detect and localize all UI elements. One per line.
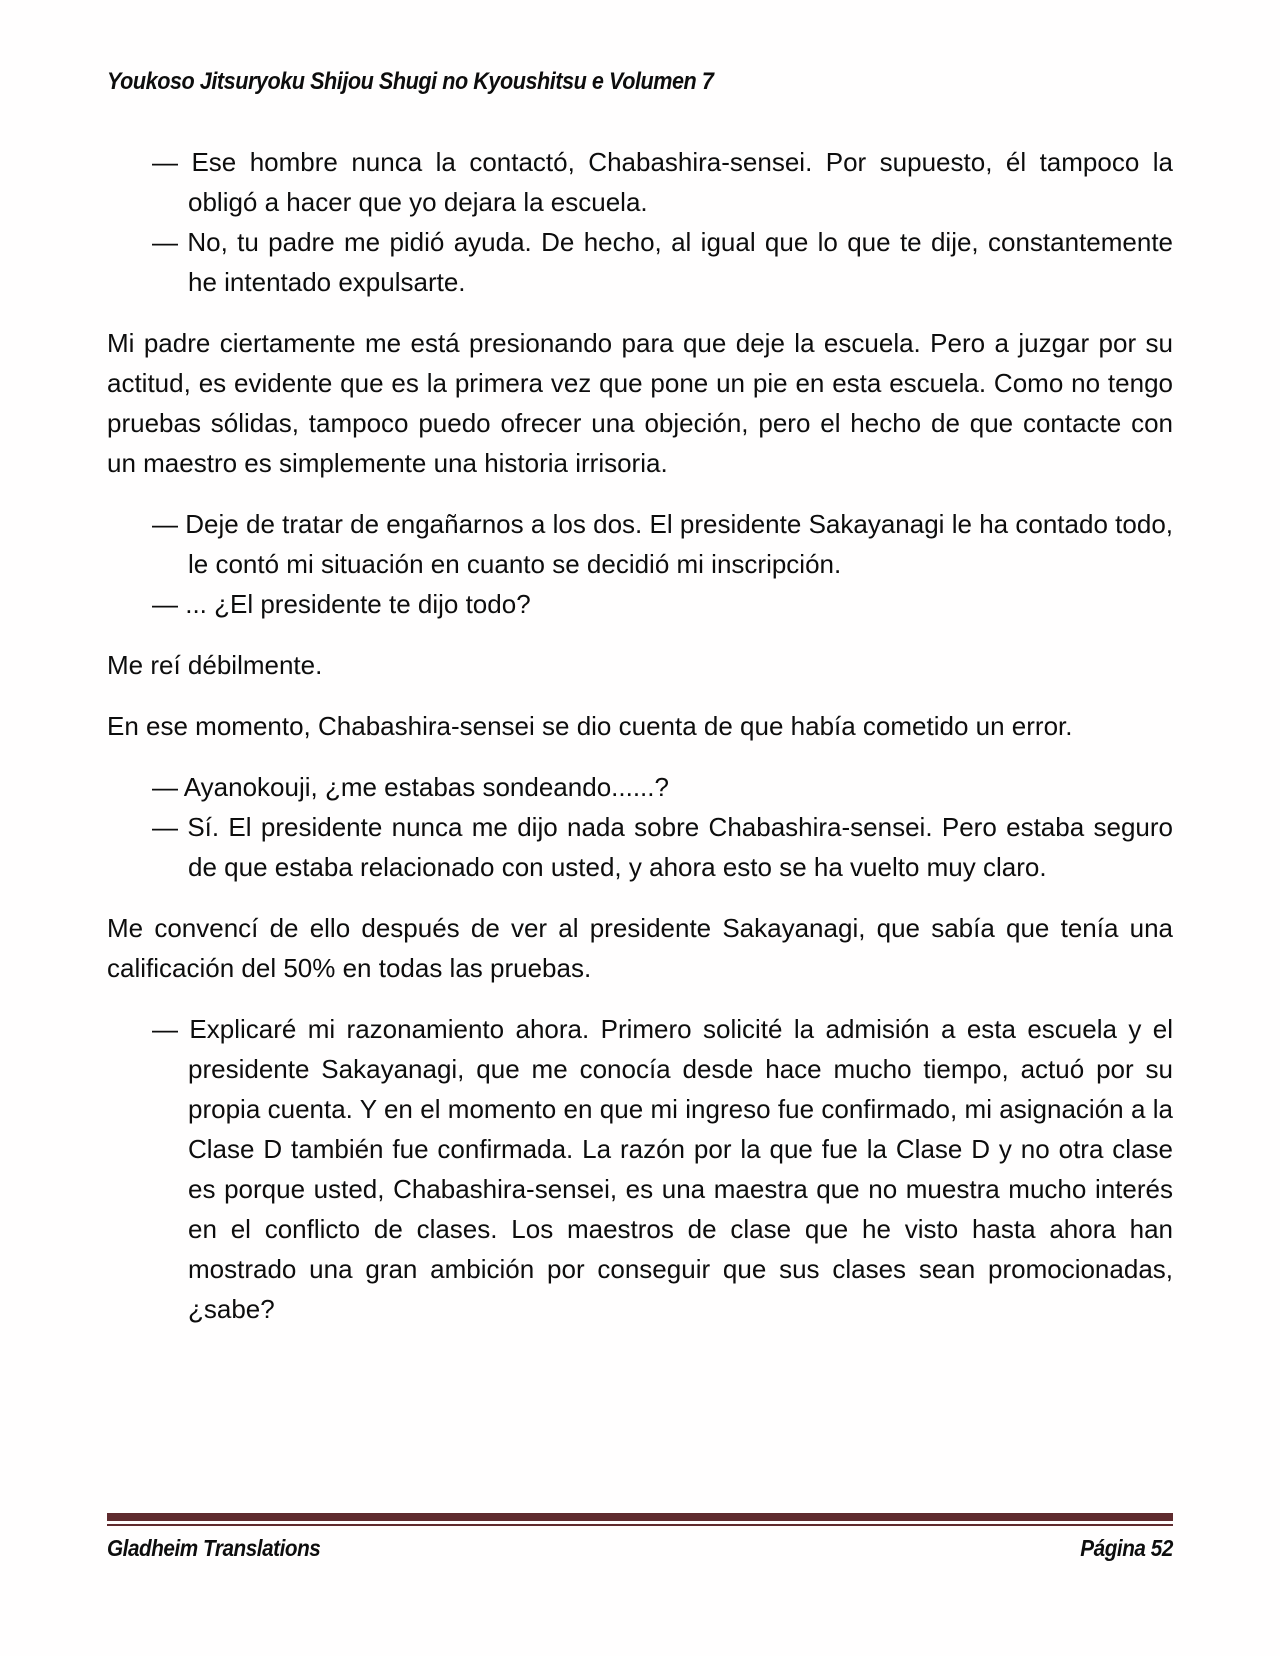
paragraph: Me reí débilmente. [107,650,323,680]
footer-rule-thick [107,1513,1173,1521]
paragraph: Mi padre ciertamente me está presionando para que deje la escuela. Pero a juzgar por su actitud, es evidente que es la primera vez que pone un pie en esta escuela. Como no tengo pruebas sólidas, tampoco puedo ofrecer una objeción, pero el hecho de que contacte con un maestro es simplemente una historia irrisoria. [107,328,1173,478]
paragraph-block [107,706,1173,746]
dialogue-line: — ... ¿El presidente te dijo todo? [152,589,531,619]
paragraph: Me convencí de ello después de ver al presidente Sakayanagi, que sabía que tenía una calificación del 50% en todas las pruebas. [107,913,1173,983]
paragraph-block [107,908,1173,988]
dialogue-line: — Explicaré mi razonamiento ahora. Primero solicité la admisión a esta escuela y el presidente Sakayanagi, que me conocía desde hace mucho tiempo, actuó por su propia cuenta. Y en el momento en que mi ingreso fue confirmado, mi asignación a la Clase D también fue confirmada. La razón por la que fue la Clase D y no otra clase es porque usted, Chabashira-sensei, es una maestra que no muestra mucho interés en el conflicto de clases. Los maestros de clase que he visto hasta ahora han mostrado una gran ambición por conseguir que sus clases sean promocionadas, ¿sabe? [152,1014,1173,1324]
footer-row [107,1533,1173,1563]
dialogue-line: — Deje de tratar de engañarnos a los dos. El presidente Sakayanagi le ha contado todo, le contó mi situación en cuanto se decidió mi inscripción. [152,509,1173,579]
paragraph-block [107,323,1173,483]
paragraph-block [107,645,1173,685]
paragraph: En ese momento, Chabashira-sensei se dio cuenta de que había cometido un error. [107,711,1073,741]
dialogue-block [107,142,1173,302]
dialogue-block [107,504,1173,624]
footer-page-number: Página 52 [1080,1535,1173,1561]
dialogue-line: — Sí. El presidente nunca me dijo nada sobre Chabashira-sensei. Pero estaba seguro de que estaba relacionado con usted, y ahora esto se ha vuelto muy claro. [152,812,1173,882]
dialogue-line: — Ayanokouji, ¿me estabas sondeando......? [152,772,669,802]
page-body [107,142,1173,1329]
dialogue-block [107,1009,1173,1329]
dialogue-line: — Ese hombre nunca la contactó, Chabashira-sensei. Por supuesto, él tampoco la obligó a hacer que yo dejara la escuela. [152,147,1173,217]
document-title: Youkoso Jitsuryoku Shijou Shugi no Kyoushitsu e Volumen 7 [107,68,714,95]
page-footer [107,1513,1173,1563]
footer-rule-thin [107,1524,1173,1526]
dialogue-block [107,767,1173,887]
page-header [107,66,1173,101]
footer-translator-credit: Gladheim Translations [107,1535,321,1561]
dialogue-line: — No, tu padre me pidió ayuda. De hecho, al igual que lo que te dije, constantemente he intentado expulsarte. [152,227,1173,297]
